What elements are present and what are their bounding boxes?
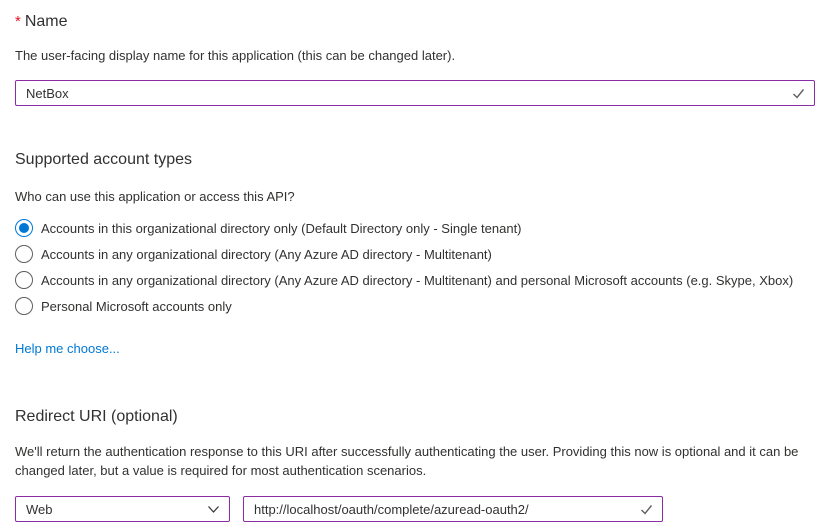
- radio-option-multitenant[interactable]: [15, 241, 815, 267]
- redirect-uri-heading: Redirect URI (optional): [15, 408, 178, 425]
- supported-account-types-section: [15, 150, 815, 358]
- radio-button-icon[interactable]: [15, 271, 33, 289]
- radio-option-personal-only[interactable]: [15, 293, 815, 319]
- radio-option-label: Accounts in any organizational directory (Any Azure AD directory - Multitenant) and personal Microsoft accounts (e.g. Skype, Xbox): [41, 272, 794, 288]
- redirect-uri-section: [15, 407, 815, 522]
- required-asterisk: *: [15, 13, 21, 30]
- radio-option-multitenant-personal[interactable]: [15, 267, 815, 293]
- radio-button-icon[interactable]: [15, 245, 33, 263]
- radio-option-single-tenant[interactable]: [15, 215, 815, 241]
- name-hint-text: The user-facing display name for this application (this can be changed later).: [15, 48, 456, 63]
- name-section: [15, 12, 815, 106]
- radio-button-icon[interactable]: [15, 219, 33, 237]
- platform-select-value: Web: [26, 501, 53, 517]
- radio-button-icon[interactable]: [15, 297, 33, 315]
- name-section-heading: [15, 12, 815, 32]
- account-type-radio-group: [15, 215, 815, 319]
- redirect-uri-description: We'll return the authentication response to this URI after successfully authenticating the user. Providing this now is optional and it can be changed later, but a value is required for most authentication scenarios.: [15, 444, 799, 478]
- radio-option-label: Accounts in any organizational directory (Any Azure AD directory - Multitenant): [41, 246, 492, 262]
- help-me-choose-link[interactable]: Help me choose...: [15, 341, 120, 356]
- redirect-uri-row: [15, 496, 815, 522]
- redirect-uri-input[interactable]: [244, 497, 662, 521]
- platform-select-dropdown[interactable]: [15, 496, 230, 522]
- radio-option-label: Accounts in this organizational directory only (Default Directory only - Single tenant): [41, 220, 522, 236]
- account-types-question: Who can use this application or access this API?: [15, 189, 295, 204]
- radio-option-label: Personal Microsoft accounts only: [41, 298, 232, 314]
- redirect-uri-input-container: [243, 496, 663, 522]
- name-input[interactable]: [16, 81, 814, 105]
- name-input-container: [15, 80, 815, 106]
- chevron-down-icon: [207, 503, 220, 516]
- name-label: Name: [24, 13, 68, 30]
- account-types-heading: Supported account types: [15, 151, 193, 168]
